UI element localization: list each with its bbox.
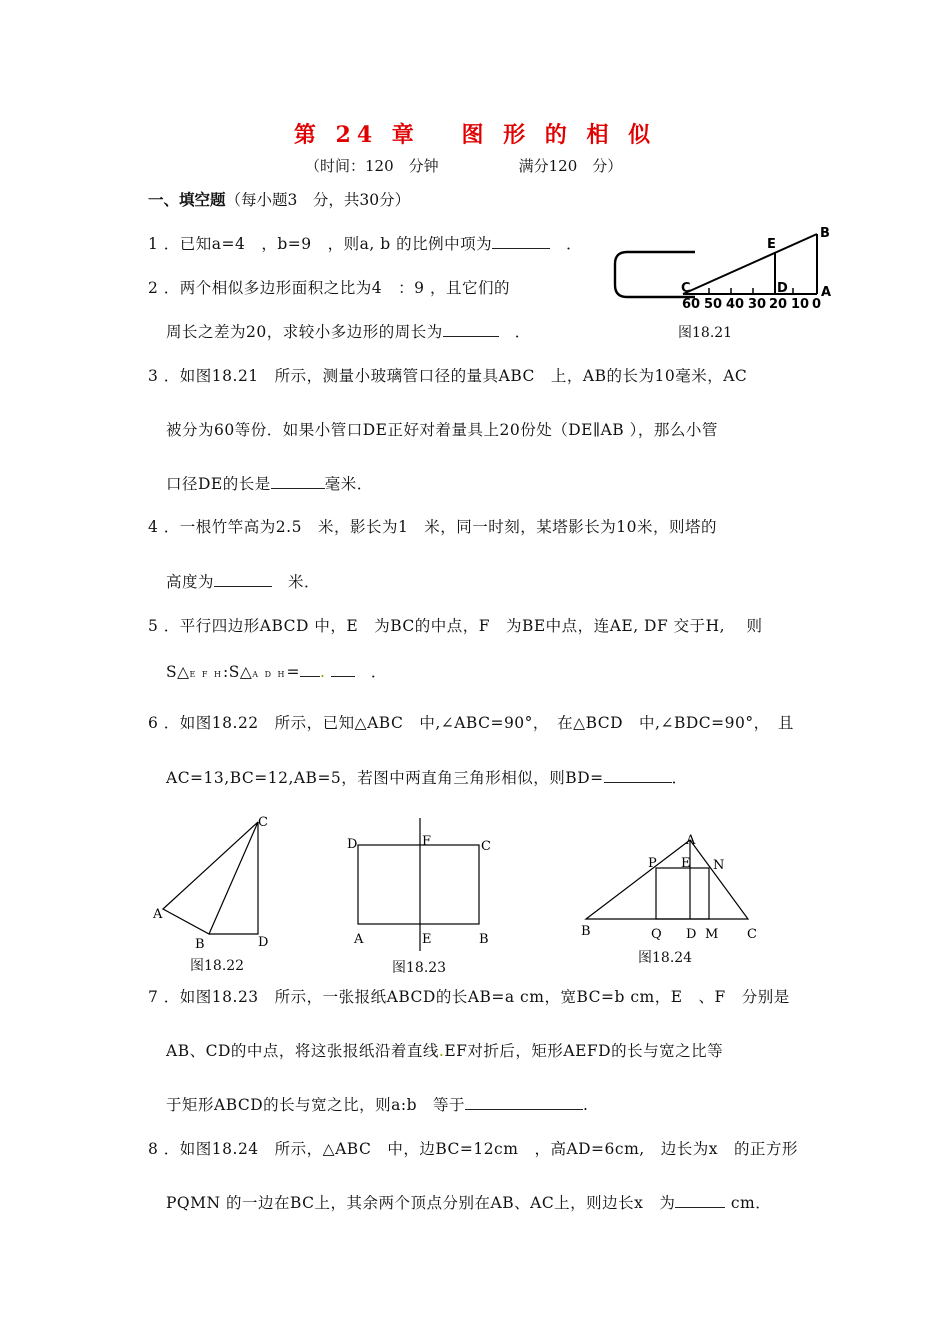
caption-18-22: 图18.22 [190,958,245,974]
label-d: D [686,927,697,942]
label-b: B [820,226,830,241]
question-6-cont: AC=13,BC=12,AB=5，若图中两直角三角形相似，则BD= ． [166,769,688,787]
label-b: B [195,937,205,952]
answer-blank[interactable] [604,768,672,783]
square-pqmn [656,868,709,919]
answer-blank[interactable] [214,572,272,587]
full-score: 满分120 分） [518,157,623,175]
label-p: P [648,856,657,871]
question-2: 2 ．两个相似多边形面积之比为4 ：9 ，且它们的 [148,279,510,297]
question-6: 6 ．如图18.22 所示，已知△ABC 中,∠ABC=90°， 在△BCD 中,∠BDC=90°， 且 [148,714,794,732]
tick-label: 0 [812,297,822,312]
answer-blank[interactable] [300,662,320,677]
tick-label: 50 [704,297,723,312]
figure-18-24 [575,825,770,945]
caption-18-24: 图18.24 [638,950,693,966]
label-c: C [681,281,691,296]
exam-info [305,155,622,176]
question-4: 4 ．一根竹竿高为2.5 米，影长为1 米，同一时刻，某塔影长为10米，则塔的 [148,518,718,536]
section-heading [148,188,410,210]
tick-label: 20 [769,297,788,312]
tick-label: 40 [726,297,745,312]
label-c: C [481,839,491,854]
section-note: （每小题3 分，共30分） [225,191,411,209]
answer-blank[interactable] [443,322,499,337]
section-title: 一、填空题 [148,190,226,209]
rectangle-abcd [358,845,479,924]
question-3-cont2: 口径DE的长是 毫米． [166,475,373,493]
triangle-abc [163,822,258,934]
question-8-cont: PQMN 的一边在BC上，其余两个顶点分别在AB、AC上，则边长x 为 cm． [166,1194,772,1212]
label-f: F [422,834,432,849]
question-8: 8 ．如图18.24 所示，△ABC 中，边BC=12cm ，高AD=6cm, 边长为x 的正方形 [148,1140,798,1158]
figure-18-22 [145,810,285,955]
question-7: 7 ．如图18.23 所示，一张报纸ABCD的长AB=a cm，宽BC=b cm，E 、F 分别是 [148,988,790,1006]
question-3-cont: 被分为60等份．如果小管口DE正好对着量具上20份处（DE∥AB ），那么小管 [166,421,718,439]
label-a: A [821,285,832,300]
label-n: N [713,858,725,873]
tick-label: 60 [682,297,701,312]
triangle-abc [586,840,748,919]
question-5-cont: S△E F H:S△A D H= . ． [166,663,387,681]
figure-18-23 [340,815,500,955]
label-d: D [777,281,788,296]
label-d: D [258,935,269,950]
question-2-cont: 周长之差为20，求较小多边形的周长为 ． [166,323,531,341]
decor-dot: . [320,663,326,681]
ruler-line-cb [683,234,817,294]
tick-label: 30 [748,297,767,312]
label-a: A [686,833,696,848]
question-5: 5 ．平行四边形ABCD 中，E 为BC的中点，F 为BE中点，连AE, DF 交于H, 则 [148,617,763,635]
label-e: E [767,237,776,252]
answer-blank[interactable] [492,234,550,249]
decor-dot: . [438,1042,445,1060]
answer-blank[interactable] [271,474,325,489]
label-a: A [354,932,364,947]
question-7-cont2: 于矩形ABCD的长与宽之比，则a:b 等于 . [166,1096,589,1114]
question-7-cont: AB、CD的中点，将这张报纸沿着直线.EF对折后，矩形AEFD的长与宽之比等 [166,1042,724,1060]
answer-blank[interactable] [465,1095,583,1110]
label-c: C [747,927,757,942]
caption-18-23: 图18.23 [392,960,447,976]
label-q: Q [651,927,662,942]
question-3: 3 ．如图18.21 所示，测量小玻璃管口径的量具ABC 上，AB的长为10毫米，AC [148,367,748,385]
label-e: E [422,932,432,947]
label-m: M [705,927,719,942]
question-4-cont: 高度为 米． [166,573,321,591]
label-a: A [153,907,163,922]
page-title: 第 24 章 图 形 的 相 似 [293,122,657,148]
question-1: 1 ．已知a=4 ，b=9 ，则a, b 的比例中项为 ． [148,235,583,253]
caption-18-21: 图18.21 [678,325,733,341]
answer-blank[interactable] [331,662,355,677]
answer-blank[interactable] [675,1193,725,1208]
tick-label: 10 [791,297,810,312]
label-e: E [681,856,691,871]
label-b: B [581,924,591,939]
time-limit: （时间：120 分钟 [305,157,439,175]
label-d: D [347,837,358,852]
label-b: B [479,932,489,947]
label-c: C [258,815,268,830]
